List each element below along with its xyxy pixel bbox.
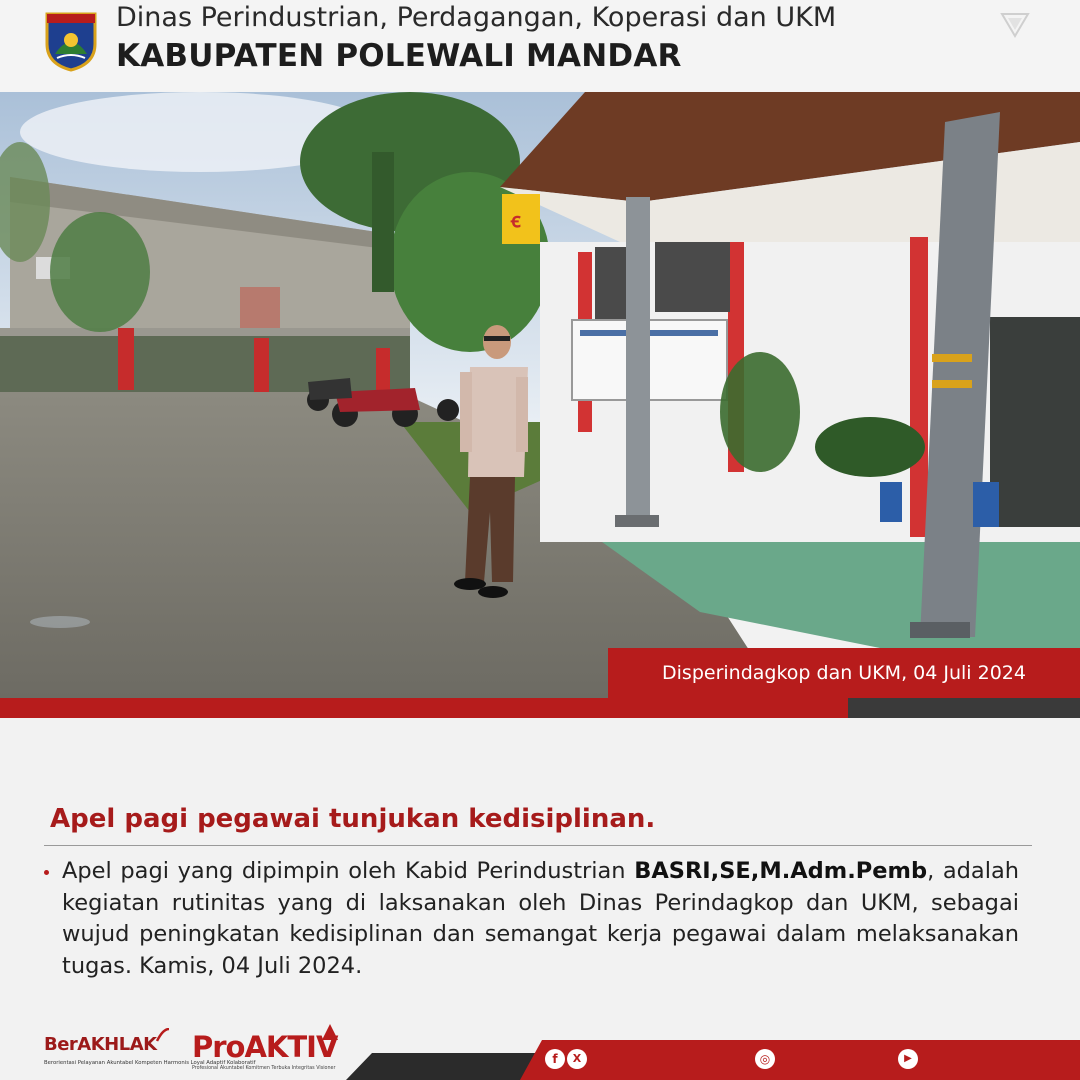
divider-band-dark [848, 698, 1080, 718]
header [0, 0, 1080, 92]
svg-text:ꞓ: ꞓ [511, 208, 521, 232]
article-title: Apel pagi pegawai tunjukan kedisiplinan. [50, 804, 656, 834]
youtube-icon[interactable]: ▶ [898, 1049, 918, 1069]
facebook-icon[interactable]: f [545, 1049, 565, 1069]
proaktiv-logo [192, 1022, 342, 1072]
official-name: BASRI,SE,M.Adm.Pemb [634, 858, 928, 884]
berakhlak-title: BerAKHLAK [44, 1034, 157, 1055]
title-divider [44, 845, 1032, 846]
proaktiv-title: ProAKTIV [192, 1030, 338, 1064]
proaktiv-subtitle: Profesional Akuntabel Komitmen Terbuka Integritas Visioner [192, 1066, 336, 1071]
photo-caption: Disperindagkop dan UKM, 04 Juli 2024 [608, 648, 1080, 698]
body-prefix: Apel pagi yang dipimpin oleh Kabid Perindustrian [62, 858, 635, 884]
x-icon[interactable]: X [567, 1049, 587, 1069]
photo-scene [0, 92, 1080, 698]
org-name: Dinas Perindustrian, Perdagangan, Koperasi dan UKM [116, 2, 837, 33]
article-body [62, 856, 1019, 982]
berakhlak-logo [44, 1028, 256, 1072]
instagram-icon[interactable]: ◎ [755, 1049, 775, 1069]
berakhlak-mark-icon [156, 1028, 170, 1042]
regency-name: KABUPATEN POLEWALI MANDAR [116, 38, 682, 74]
event-photo [0, 92, 1080, 698]
divider-band-red [0, 698, 848, 718]
bullet-icon [44, 870, 49, 875]
body-suffix: , adalah kegiatan rutinitas yang di laksanakan oleh Dinas Perindagkop dan UKM, sebagai wujud peningkatan kedisiplinan dan semangat kerja pegawai dalam melaksanakan tugas. Kamis, 04 Juli 2024. [62, 858, 1020, 979]
regency-crest-icon [43, 10, 99, 72]
triangle-down-icon [1000, 12, 1030, 38]
berakhlak-subtitle: Berorientasi Pelayanan Akuntabel Kompeten Harmonis Loyal Adaptif Kolaboratif [44, 1060, 256, 1066]
footer-red-band [520, 1040, 1080, 1080]
